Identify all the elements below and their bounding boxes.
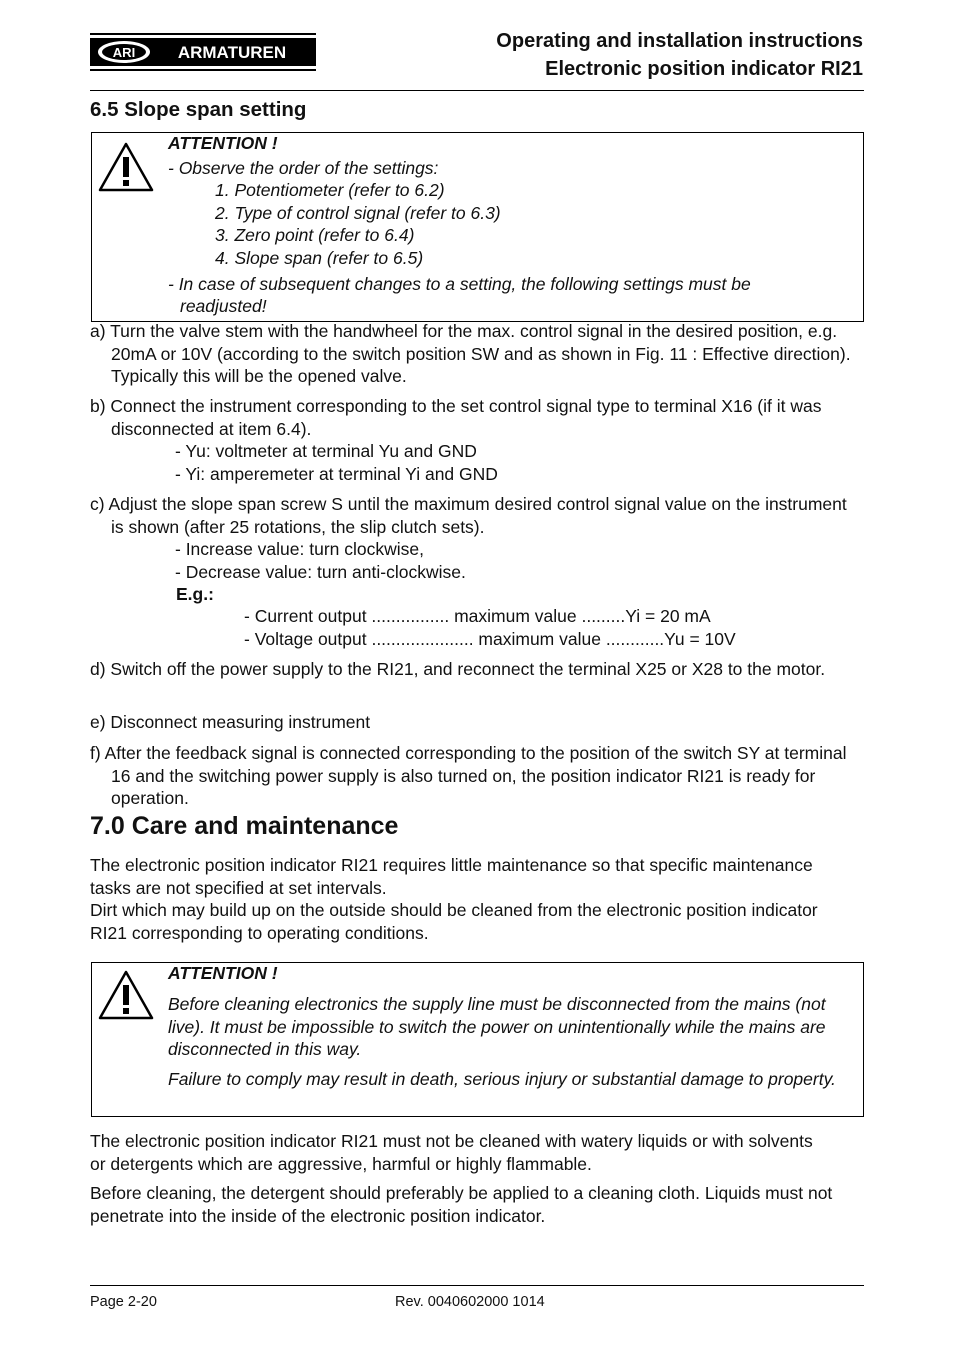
warning-triangle-icon bbox=[97, 969, 155, 1021]
care-paragraph-1: The electronic position indicator RI21 requires little maintenance so that specific maintenance tasks are not specified at set intervals. bbox=[90, 855, 813, 898]
warning-triangle-icon bbox=[97, 141, 155, 193]
step-c-item: - Decrease value: turn anti-clockwise. bbox=[175, 562, 466, 582]
svg-text:ARI: ARI bbox=[112, 45, 136, 60]
care-paragraph-2: Dirt which may build up on the outside should be cleaned from the electronic position indicator RI21 corresponding to operating conditions. bbox=[90, 900, 818, 943]
step-c-item: - Increase value: turn clockwise, bbox=[175, 539, 424, 559]
step-b: b) Connect the instrument corresponding to the set control signal type to terminal X16 (if it was disconnected at item 6.4). bbox=[90, 396, 822, 439]
attention-heading: ATTENTION ! bbox=[168, 133, 278, 153]
document-title bbox=[496, 27, 863, 83]
ari-armaturen-logo bbox=[90, 33, 316, 71]
attention-paragraph-2: Failure to comply may result in death, serious injury or substantial damage to property. bbox=[168, 1069, 836, 1089]
eg-item: - Current output ................ maximum value .........Yi = 20 mA bbox=[244, 606, 711, 626]
header-rule bbox=[90, 90, 864, 91]
step-a: a) Turn the valve stem with the handwheel for the max. control signal in the desired position, e.g. 20mA or 10V (according to the switch position SW and as shown in Fig. 11 : Effective direction). Typically this will be the opened valve. bbox=[90, 321, 851, 386]
attention-box-cleaning bbox=[91, 962, 864, 1117]
step-d: d) Switch off the power supply to the RI21, and reconnect the terminal X25 or X28 to the motor. bbox=[90, 659, 826, 679]
eg-item: - Voltage output ..................... maximum value ............Yu = 10V bbox=[244, 629, 736, 649]
eg-label: E.g.: bbox=[176, 584, 214, 604]
svg-text:ARMATUREN: ARMATUREN bbox=[177, 43, 287, 62]
title-line-1: Operating and installation instructions bbox=[496, 30, 863, 52]
step-b-item: - Yi: amperemeter at terminal Yi and GND bbox=[175, 464, 498, 484]
page-number: Page 2-20 bbox=[90, 1294, 157, 1310]
revision-number: Rev. 0040602000 1014 bbox=[395, 1294, 545, 1310]
section-6-5-title: 6.5 Slope span setting bbox=[90, 98, 307, 121]
order-item: 1. Potentiometer (refer to 6.2) bbox=[215, 180, 445, 200]
order-item: 3. Zero point (refer to 6.4) bbox=[215, 225, 415, 245]
subsequent-changes-line-1: - In case of subsequent changes to a setting, the following settings must be bbox=[168, 274, 751, 294]
care-paragraph-3: The electronic position indicator RI21 must not be cleaned with watery liquids or with solvents or detergents which are aggressive, harmful or highly flammable. bbox=[90, 1131, 813, 1174]
order-item: 4. Slope span (refer to 6.5) bbox=[215, 248, 424, 268]
step-c: c) Adjust the slope span screw S until the maximum desired control signal value on the instrument is shown (after 25 rotations, the slip clutch sets). bbox=[90, 494, 847, 537]
attention-paragraph-1: Before cleaning electronics the supply line must be disconnected from the mains (not live). It must be impossible to switch the power on unintentionally while the mains are disconnected in this way. bbox=[168, 994, 826, 1059]
order-item: 2. Type of control signal (refer to 6.3) bbox=[215, 203, 501, 223]
step-e: e) Disconnect measuring instrument bbox=[90, 712, 371, 732]
step-f: f) After the feedback signal is connected corresponding to the position of the switch SY at terminal 16 and the switching power supply is also turned on, the position indicator RI21 is ready for operation. bbox=[90, 743, 847, 808]
title-line-2: Electronic position indicator RI21 bbox=[545, 58, 863, 80]
section-7-0-title: 7.0 Care and maintenance bbox=[90, 812, 399, 840]
care-paragraph-4: Before cleaning, the detergent should preferably be applied to a cleaning cloth. Liquids must not penetrate into the inside of the electronic position indicator. bbox=[90, 1183, 833, 1226]
footer-rule bbox=[90, 1285, 864, 1286]
attention-box-settings-order bbox=[91, 132, 864, 322]
attention-heading: ATTENTION ! bbox=[168, 963, 278, 983]
order-intro: - Observe the order of the settings: bbox=[168, 158, 439, 178]
step-b-item: - Yu: voltmeter at terminal Yu and GND bbox=[175, 441, 477, 461]
subsequent-changes-line-2: readjusted! bbox=[180, 296, 267, 316]
